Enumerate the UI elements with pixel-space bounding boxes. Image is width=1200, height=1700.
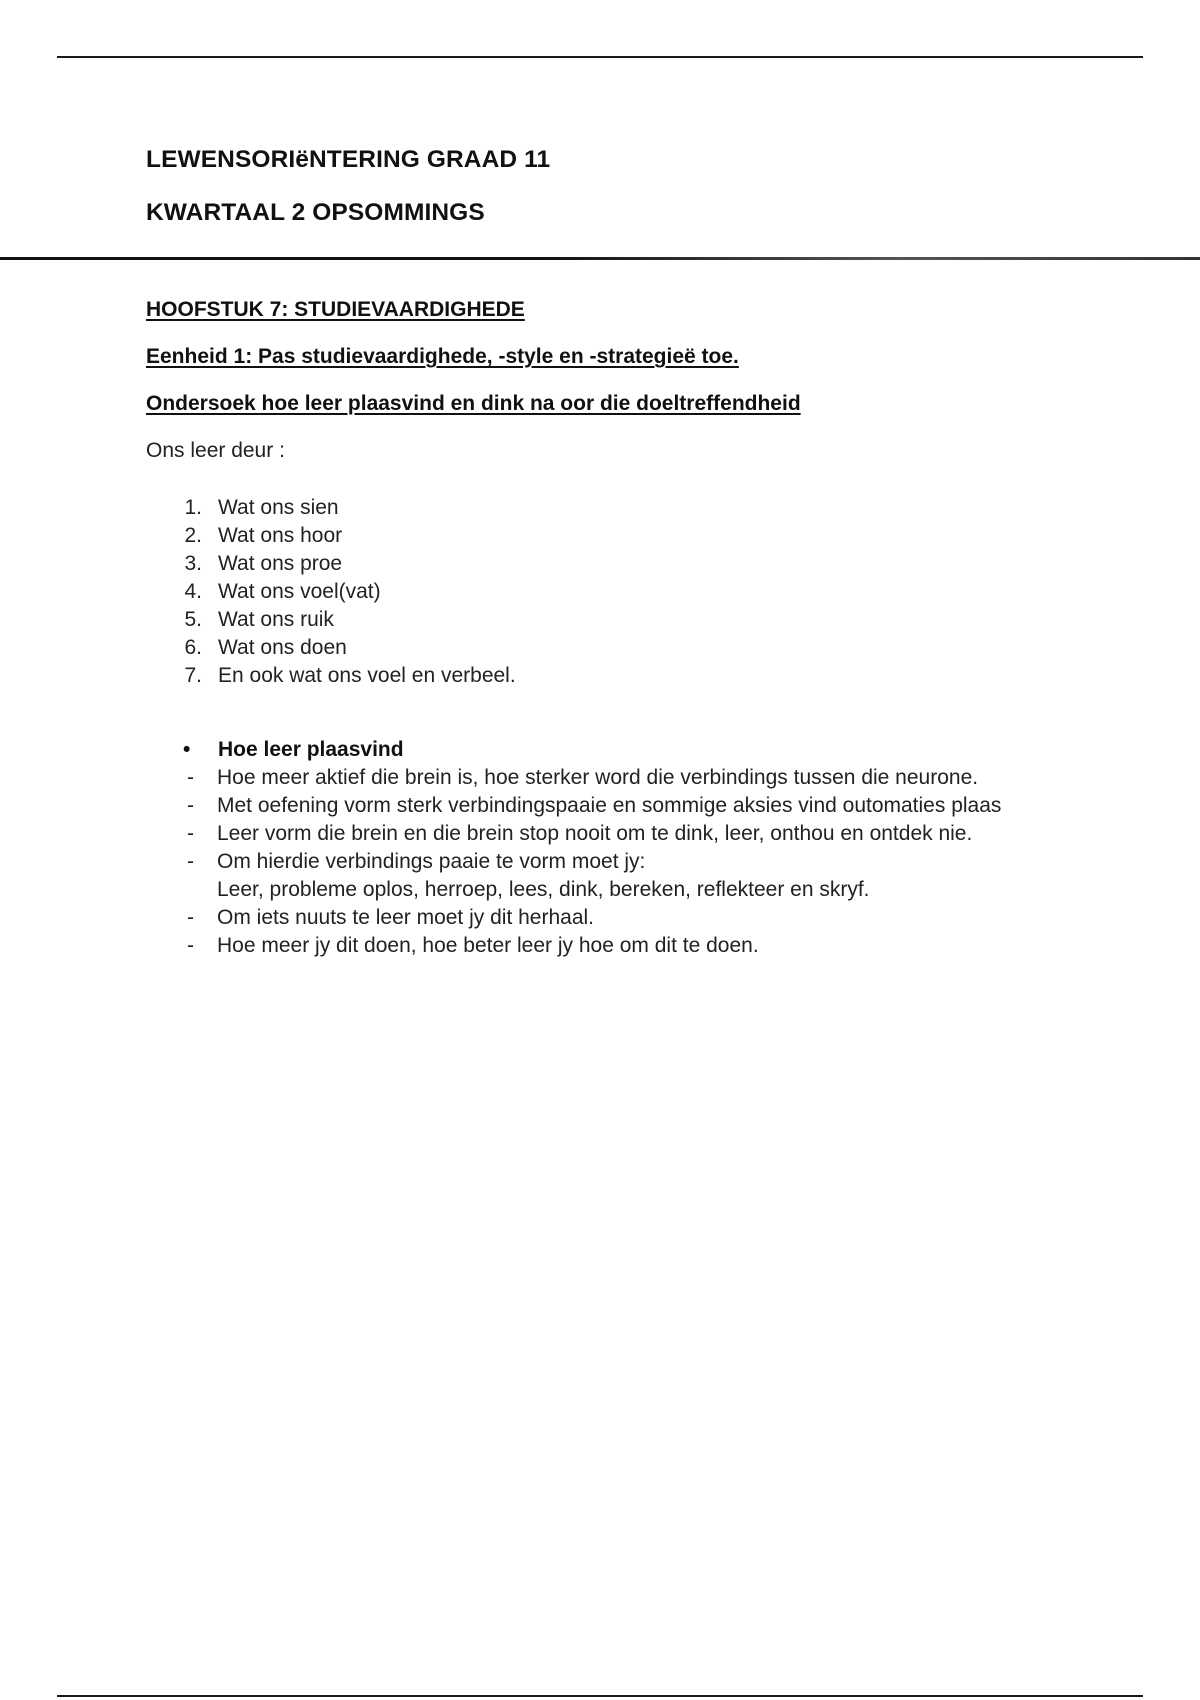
dash-item-text: Hoe meer jy dit doen, hoe beter leer jy hoe om dit te doen. xyxy=(217,934,759,957)
document-title: LEWENSORIëNTERING GRAAD 11 xyxy=(146,146,551,173)
bullet-icon: • xyxy=(183,738,191,761)
list-item-number: 6. xyxy=(184,636,202,659)
topic-heading: Ondersoek hoe leer plaasvind en dink na oor die doeltreffendheid xyxy=(146,392,801,415)
list-item-text: Wat ons voel(vat) xyxy=(218,580,381,603)
list-item-text: Wat ons hoor xyxy=(218,524,343,547)
dash-item-text: Hoe meer aktief die brein is, hoe sterker word die verbindings tussen die neurone. xyxy=(217,766,979,789)
list-item-number: 5. xyxy=(184,608,202,631)
list-item-text: Wat ons sien xyxy=(218,496,339,519)
chapter-heading: HOOFSTUK 7: STUDIEVAARDIGHEDE xyxy=(146,298,525,321)
header-divider-line xyxy=(0,257,1200,260)
list-item-text: Wat ons doen xyxy=(218,636,347,659)
intro-text: Ons leer deur : xyxy=(146,439,285,462)
dash-item-continuation: Leer, probleme oplos, herroep, lees, dink, bereken, reflekteer en skryf. xyxy=(217,878,870,901)
dash-list-item xyxy=(0,820,1200,848)
dash-list-item xyxy=(0,848,1200,904)
dash-item-text: Om iets nuuts te leer moet jy dit herhaal. xyxy=(217,906,595,929)
dash-list-item xyxy=(0,932,1200,960)
bullet-heading: Hoe leer plaasvind xyxy=(218,738,404,761)
unit-heading: Eenheid 1: Pas studievaardighede, -style en -strategieë toe. xyxy=(146,345,739,368)
dash-item-text: Om hierdie verbindings paaie te vorm moet jy: xyxy=(217,850,646,873)
dash-marker: - xyxy=(187,934,194,957)
dash-list-item xyxy=(0,764,1200,792)
dash-marker: - xyxy=(187,794,194,817)
dash-marker: - xyxy=(187,906,194,929)
dash-marker: - xyxy=(187,822,194,845)
dash-marker: - xyxy=(187,766,194,789)
bullet-heading-row xyxy=(0,736,1200,764)
list-item-number: 1. xyxy=(184,496,202,519)
top-divider-line xyxy=(57,56,1143,58)
dash-item-text: Leer vorm die brein en die brein stop nooit om te dink, leer, onthou en ontdek nie. xyxy=(217,822,973,845)
dash-list-item xyxy=(0,904,1200,932)
list-item-text: Wat ons ruik xyxy=(218,608,334,631)
dash-marker: - xyxy=(187,850,194,873)
dash-item-text: Met oefening vorm sterk verbindingspaaie en sommige aksies vind outomaties plaas xyxy=(217,794,1002,817)
learning-process-list xyxy=(0,764,1200,960)
list-item-text: Wat ons proe xyxy=(218,552,343,575)
list-item-number: 4. xyxy=(184,580,202,603)
list-item-number: 3. xyxy=(184,552,202,575)
dash-list-item xyxy=(0,792,1200,820)
list-item-text: En ook wat ons voel en verbeel. xyxy=(218,664,516,687)
document-subtitle: KWARTAAL 2 OPSOMMINGS xyxy=(146,199,485,226)
list-item-number: 7. xyxy=(184,664,202,687)
bottom-divider-line xyxy=(57,1695,1143,1697)
list-item-number: 2. xyxy=(184,524,202,547)
